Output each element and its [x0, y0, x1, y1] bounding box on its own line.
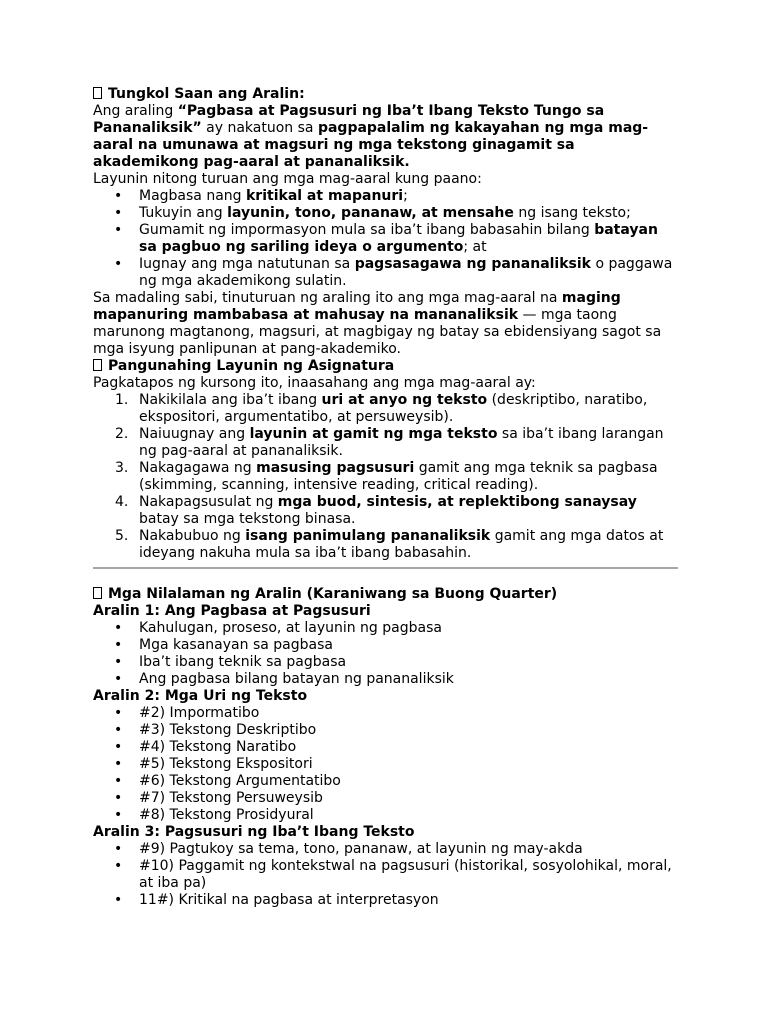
text-run: (deskriptibo, naratibo, ekspositori, argumentatibo, at persuweysib). [139, 392, 648, 425]
text-run: Ang araling [93, 103, 178, 119]
numbered-item [93, 426, 678, 460]
text-run: Nakikilala ang iba’t ibang [139, 392, 322, 408]
item-text [139, 460, 658, 493]
section2-heading [93, 358, 678, 375]
checkbox-icon [93, 87, 102, 99]
text-run: ; at [463, 239, 487, 255]
item-text [139, 392, 647, 425]
text-run: ng isang teksto; [513, 205, 631, 221]
bold-text: batayan sa pagbuo ng sariling ideya o argumento [139, 222, 658, 255]
bold-text: isang panimulang pananaliksik [245, 528, 491, 544]
section1-summary [93, 290, 678, 358]
text-run: sa iba’t ibang larangan ng pag-aaral at pananaliksik. [139, 426, 664, 459]
list-item: • Kahulugan, proseso, at layunin ng pagbasa [93, 620, 678, 637]
section1-heading [93, 86, 678, 103]
list-item [93, 222, 678, 256]
lesson2-list [93, 705, 678, 824]
text-run: Magbasa nang [139, 188, 246, 204]
text-run: gamit ang mga teknik sa pagbasa (skimming, scanning, intensive reading, critical reading). [139, 460, 658, 493]
lesson3-title: Aralin 3: Pagsusuri ng Iba’t Ibang Teksto [93, 824, 415, 840]
lesson2-title: Aralin 2: Mga Uri ng Teksto [93, 688, 308, 704]
item-text [139, 528, 663, 561]
text-run: ; [403, 188, 408, 204]
numbered-item [93, 460, 678, 494]
list-item: • #6) Tekstong Argumentatibo [93, 773, 678, 790]
list-item: • #7) Tekstong Persuweysib [93, 790, 678, 807]
section3-title: Mga Nilalaman ng Aralin (Karaniwang sa Buong Quarter) [108, 586, 558, 602]
list-item: • #5) Tekstong Ekspositori [93, 756, 678, 773]
item-text [139, 494, 637, 527]
text-run: o paggawa ng mga akademikong sulatin. [139, 256, 673, 289]
list-item [93, 205, 678, 222]
section1-bullets [93, 188, 678, 290]
item-number: 2. [115, 426, 129, 442]
document-page [93, 86, 678, 909]
text-run: Nakagagawa ng [139, 460, 257, 476]
list-item: • #2) Impormatibo [93, 705, 678, 722]
section3-heading [93, 586, 678, 603]
checkbox-icon [93, 359, 102, 371]
bold-text: pagsasagawa ng pananaliksik [354, 256, 591, 272]
item-number: 1. [115, 392, 129, 408]
text-run: Naiuugnay ang [139, 426, 250, 442]
text-run: Nakapagsusulat ng [139, 494, 278, 510]
list-item: • Mga kasanayan sa pagbasa [93, 637, 678, 654]
lesson1-title: Aralin 1: Ang Pagbasa at Pagsusuri [93, 603, 371, 619]
item-text [139, 426, 664, 459]
numbered-item [93, 494, 678, 528]
text-run: Sa madaling sabi, tinuturuan ng araling ito ang mga mag-aaral na [93, 290, 562, 306]
item-number: 3. [115, 460, 129, 476]
text-run: batay sa mga tekstong binasa. [139, 511, 356, 527]
text-run: Nakabubuo ng [139, 528, 246, 544]
text-run: gamit ang mga datos at ideyang nakuha mula sa iba’t ibang babasahin. [139, 528, 664, 561]
numbered-item [93, 392, 678, 426]
bold-text: uri at anyo ng teksto [321, 392, 488, 408]
list-item: • Iba’t ibang teknik sa pagbasa [93, 654, 678, 671]
list-item: • Ang pagbasa bilang batayan ng pananaliksik [93, 671, 678, 688]
list-item [93, 188, 678, 205]
bold-text: kritikal at mapanuri [246, 188, 404, 204]
bold-text: pagpapalalim ng kakayahan ng mga mag-aaral na umunawa at magsuri ng mga tekstong ginagamit sa akademikong pag-aaral at pananaliksik. [93, 120, 649, 170]
bold-text: “Pagbasa at Pagsusuri ng Iba’t Ibang Teksto Tungo sa Pananaliksik” [93, 103, 605, 136]
bold-text: layunin, tono, pananaw, at mensahe [227, 205, 514, 221]
checkbox-icon [93, 587, 102, 599]
section1-lead: Layunin nitong turuan ang mga mag-aaral kung paano: [93, 171, 482, 187]
lesson1-list [93, 620, 678, 688]
text-run: ay nakatuon sa [201, 120, 318, 136]
bold-text: layunin at gamit ng mga teksto [249, 426, 498, 442]
item-number: 5. [115, 528, 129, 544]
lesson3-list [93, 841, 678, 909]
list-item: • #9) Pagtukoy sa tema, tono, pananaw, at layunin ng may-akda [93, 841, 678, 858]
section2-list [93, 392, 678, 562]
section1-title: Tungkol Saan ang Aralin: [108, 86, 305, 102]
list-item: • #4) Tekstong Naratibo [93, 739, 678, 756]
text-run: Gumamit ng impormasyon mula sa iba’t ibang babasahin bilang [139, 222, 595, 238]
list-item: • #10) Paggamit ng kontekstwal na pagsusuri (historikal, sosyolohikal, moral, at iba pa) [93, 858, 678, 892]
bold-text: maging mapanuring mambabasa at mahusay na mananaliksik [93, 290, 621, 323]
bold-text: mga buod, sintesis, at replektibong sanaysay [277, 494, 637, 510]
list-item: • #8) Tekstong Prosidyural [93, 807, 678, 824]
text-run: Iugnay ang mga natutunan sa [139, 256, 355, 272]
list-item: • 11#) Kritikal na pagbasa at interpretasyon [93, 892, 678, 909]
text-run: — mga taong marunong magtanong, magsuri, at magbigay ng batay sa ebidensiyang sagot sa mga isyung panlipunan at pang-akademiko. [93, 307, 662, 357]
section1-intro [93, 103, 678, 171]
section-divider [93, 567, 678, 569]
section2-lead: Pagkatapos ng kursong ito, inaasahang ang mga mag-aaral ay: [93, 375, 536, 391]
numbered-item [93, 528, 678, 562]
section2-title: Pangunahing Layunin ng Asignatura [108, 358, 395, 374]
list-item [93, 256, 678, 290]
list-item: • #3) Tekstong Deskriptibo [93, 722, 678, 739]
item-number: 4. [115, 494, 129, 510]
bold-text: masusing pagsusuri [256, 460, 415, 476]
text-run: Tukuyin ang [139, 205, 228, 221]
